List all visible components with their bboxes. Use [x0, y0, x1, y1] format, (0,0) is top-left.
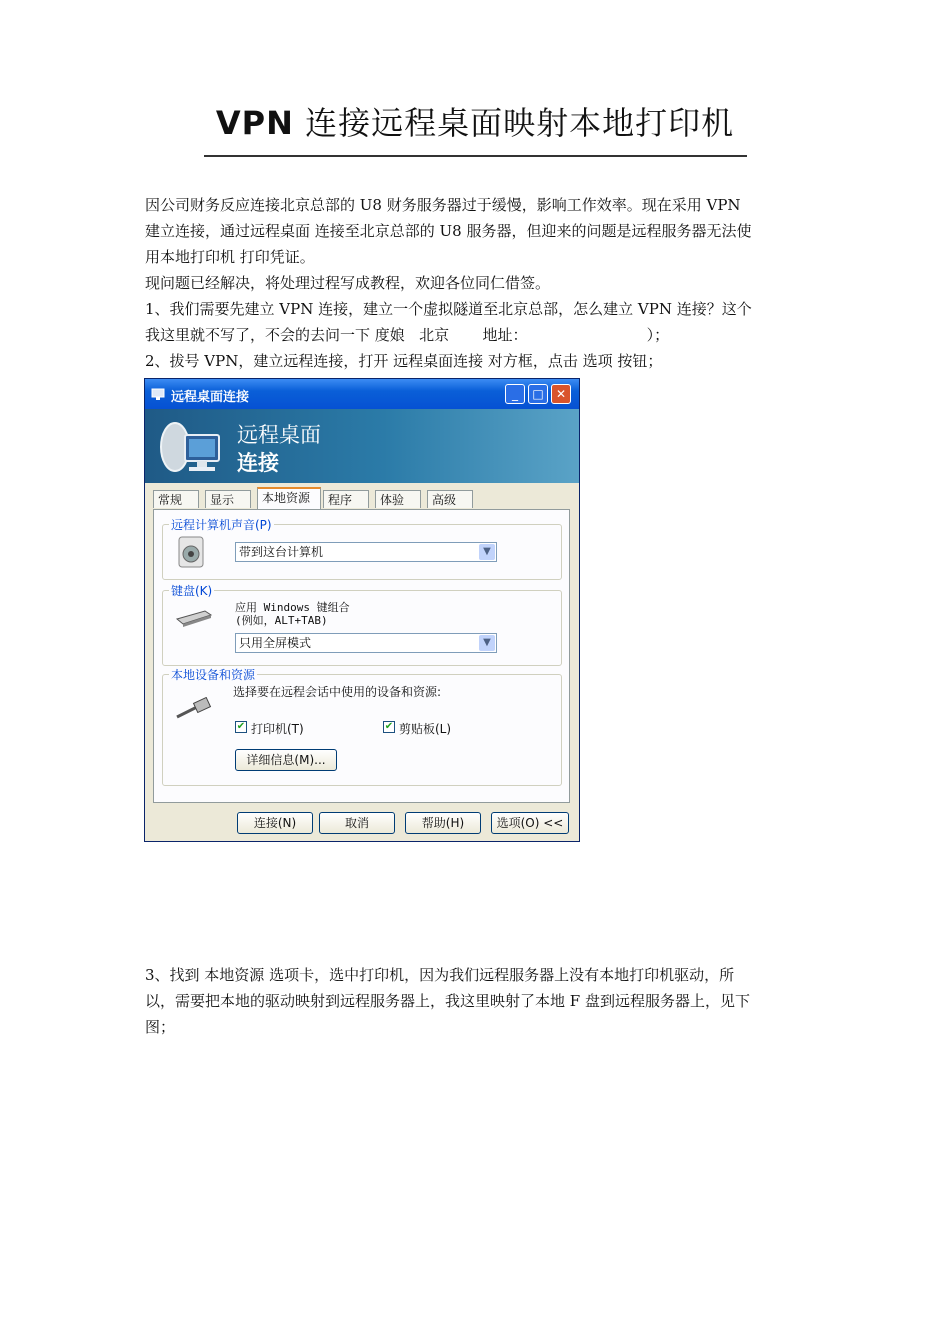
- tab-display[interactable]: 显示: [205, 490, 251, 508]
- clipboard-label: 剪贴板(L): [399, 722, 452, 736]
- keyboard-label: 键盘(K): [171, 584, 213, 598]
- close-button[interactable]: ✕: [551, 384, 571, 404]
- step-3-paragraph: [145, 962, 810, 1040]
- maximize-button[interactable]: □: [528, 384, 548, 404]
- sound-group: [162, 518, 562, 580]
- printer-label: 打印机(T): [251, 722, 304, 736]
- remote-desktop-icon: [151, 387, 165, 401]
- line-10: 图；: [145, 1018, 176, 1036]
- line-2: 建立连接，通过远程桌面 连接至北京总部的 U8 服务器，但迎来的问题是远程服务器无法使: [145, 222, 752, 240]
- line-1: 因公司财务反应连接北京总部的 U8 财务服务器过于缓慢，影响工作效率。现在采用 VPN: [145, 196, 741, 214]
- line-3: 用本地打印机 打印凭证。: [145, 248, 315, 266]
- keyboard-select[interactable]: [235, 633, 497, 653]
- printer-checkbox[interactable]: ✔: [236, 721, 246, 732]
- line-6: 我这里就不写了，不会的去问一下 度娘 北京 地址： ）；: [145, 326, 670, 344]
- speaker-icon: [177, 535, 207, 569]
- line-5: 1、我们需要先建立 VPN 连接，建立一个虚拟隧道至北京总部，怎么建立 VPN 连接？这个: [145, 300, 752, 318]
- devices-label: 本地设备和资源: [171, 668, 256, 682]
- banner-line-2: 连接: [237, 451, 279, 475]
- title-bold: VPN: [215, 104, 294, 142]
- minimize-button[interactable]: _: [505, 384, 525, 404]
- dialog-title: 远程桌面连接: [171, 390, 250, 405]
- plug-icon: [175, 697, 213, 721]
- dialog-banner: [145, 409, 579, 483]
- keyboard-desc-1: 应用 Windows 键组合: [235, 601, 350, 614]
- details-button[interactable]: 详细信息(M)...: [235, 749, 337, 771]
- cancel-button[interactable]: 取消: [319, 812, 395, 834]
- title-rest: 连接远程桌面映射本地打印机: [293, 104, 735, 142]
- sound-select-value: 带到这台计算机: [239, 545, 324, 559]
- keyboard-icon: [175, 605, 213, 627]
- tab-advanced[interactable]: 高级: [427, 490, 473, 508]
- computer-dish-icon: [159, 417, 225, 479]
- keyboard-group: [162, 584, 562, 666]
- sound-select[interactable]: [235, 542, 497, 562]
- tab-general[interactable]: 常规: [153, 490, 199, 508]
- tab-local-resources[interactable]: 本地资源: [257, 487, 321, 509]
- line-8: 3、找到 本地资源 选项卡，选中打印机，因为我们远程服务器上没有本地打印机驱动，所: [145, 966, 735, 984]
- options-button[interactable]: 选项(O) <<: [491, 812, 569, 834]
- help-button[interactable]: 帮助(H): [405, 812, 481, 834]
- remote-desktop-dialog: [144, 378, 580, 842]
- keyboard-desc-2: (例如，ALT+TAB): [235, 614, 328, 627]
- tab-experience[interactable]: 体验: [375, 490, 421, 508]
- connect-button[interactable]: 连接(N): [237, 812, 313, 834]
- devices-desc: 选择要在远程会话中使用的设备和资源:: [233, 685, 442, 699]
- page-title: [0, 98, 950, 144]
- clipboard-checkbox[interactable]: ✔: [384, 721, 394, 732]
- tab-programs[interactable]: 程序: [323, 490, 369, 508]
- keyboard-select-value: 只用全屏模式: [239, 636, 312, 650]
- chevron-down-icon: ▼: [479, 635, 495, 651]
- line-7: 2、拔号 VPN，建立远程连接，打开 远程桌面连接 对方框，点击 选项 按钮；: [145, 352, 663, 370]
- chevron-down-icon: ▼: [479, 544, 495, 560]
- line-4: 现问题已经解决，将处理过程写成教程，欢迎各位同仁借签。: [145, 274, 551, 292]
- title-underline: [204, 155, 747, 157]
- devices-group: [162, 668, 562, 786]
- sound-label: 远程计算机声音(P): [171, 518, 272, 532]
- tab-panel-local-resources: [153, 509, 570, 803]
- intro-paragraphs: [145, 192, 810, 374]
- line-9: 以，需要把本地的驱动映射到远程服务器上，我这里映射了本地 F 盘到远程服务器上，见下: [145, 992, 750, 1010]
- dialog-titlebar: [145, 379, 579, 409]
- banner-line-1: 远程桌面: [237, 423, 321, 447]
